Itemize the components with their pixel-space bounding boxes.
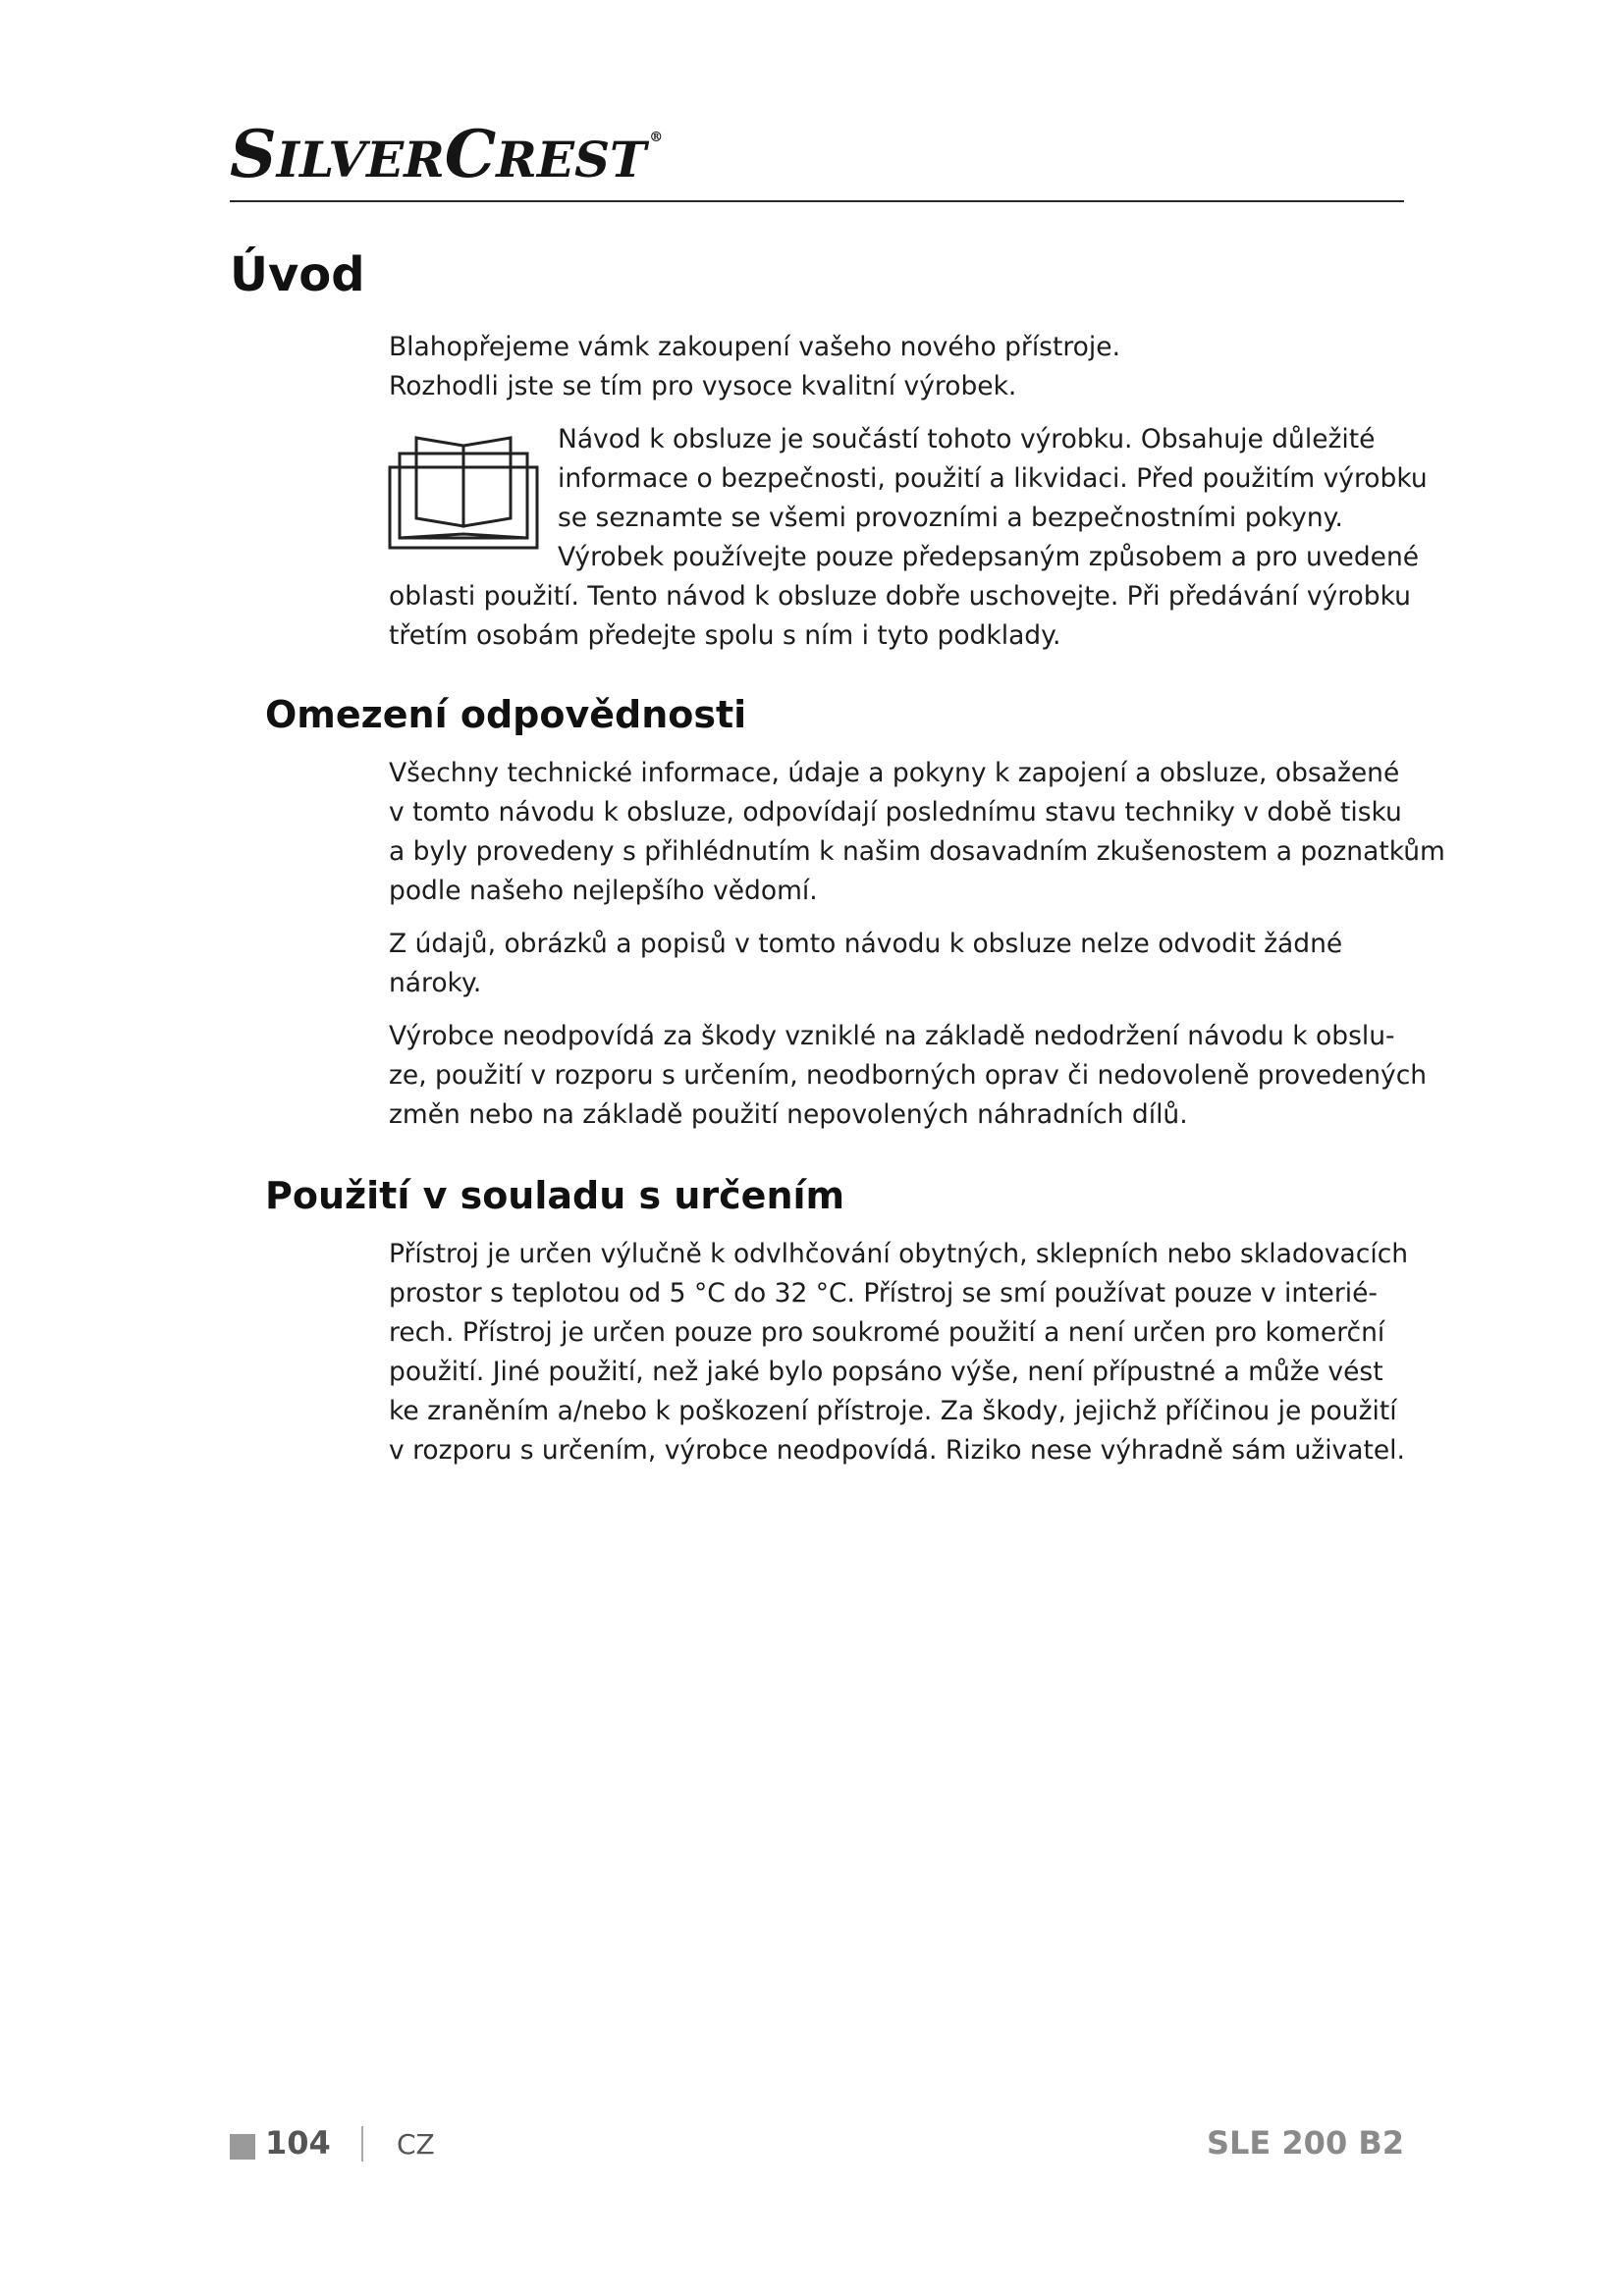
- text-line: Z údajů, obrázků a popisů v tomto návodu k obsluze nelze odvodit žádné: [389, 929, 1343, 959]
- intro-paragraph-3: [389, 577, 1410, 656]
- text-line: použití. Jiné použití, než jaké bylo popsáno výše, není přípustné a může vést: [389, 1357, 1383, 1387]
- text-line: v rozporu s určením, výrobce neodpovídá. Riziko nese výhradně sám uživatel.: [389, 1435, 1405, 1466]
- text-line: informace o bezpečnosti, použití a likvidaci. Před použitím výrobku: [558, 463, 1428, 494]
- text-line: Výrobek používejte pouze předepsaným způsobem a pro uvedené: [558, 542, 1420, 572]
- brand-ilver: ILVER: [276, 131, 445, 188]
- text-line: oblasti použití. Tento návod k obsluze dobře uschovejte. Při předávání výrobku: [389, 581, 1411, 612]
- text-line: ze, použití v rozporu s určením, neodborných oprav či nedovoleně provedených: [389, 1060, 1428, 1091]
- brand-logo: [230, 116, 663, 190]
- section-heading-intended-use: Použití v souladu s určením: [265, 1174, 845, 1217]
- brand-letter-s: S: [230, 116, 277, 192]
- text-line: se seznamte se všemi provozními a bezpečnostními pokyny.: [558, 503, 1343, 533]
- text-line: Všechny technické informace, údaje a pokyny k zapojení a obsluze, obsažené: [389, 758, 1400, 788]
- intended-use-paragraph: [389, 1235, 1410, 1470]
- footer-separator: [361, 2126, 363, 2162]
- text-line: ke zraněním a/nebo k poškození přístroje. Za škody, jejichž příčinou je použití: [389, 1396, 1397, 1426]
- language-code: CZ: [397, 2128, 435, 2161]
- text-line: Přístroj je určen výlučně k odvlhčování obytných, sklepních nebo skladovacích: [389, 1239, 1409, 1269]
- page-title: Úvod: [230, 247, 365, 302]
- text-line: v tomto návodu k obsluze, odpovídají poslednímu stavu techniky v době tisku: [389, 797, 1402, 828]
- brand-letter-c: C: [444, 116, 497, 192]
- manual-book-icon: [387, 424, 540, 552]
- intro-paragraph-2: [558, 420, 1428, 577]
- text-line: Návod k obsluze je součástí tohoto výrobku. Obsahuje důležité: [558, 424, 1376, 454]
- text-line: a byly provedeny s přihlédnutím k našim dosavadním zkušenostem a poznatkům: [389, 836, 1445, 867]
- text-line: nároky.: [389, 968, 482, 998]
- model-number: SLE 200 B2: [1206, 2124, 1404, 2162]
- liability-paragraph-2: [389, 925, 1410, 1003]
- brand-rest: REST: [496, 131, 647, 188]
- liability-paragraph-3: [389, 1017, 1428, 1135]
- text-line: Výrobce neodpovídá za škody vzniklé na základě nedodržení návodu k obslu-: [389, 1021, 1395, 1051]
- page-number: 104: [265, 2124, 331, 2162]
- text-line: Rozhodli jste se tím pro vysoce kvalitní výrobek.: [389, 371, 1017, 401]
- text-line: Blahopřejeme vámk zakoupení vašeho nového přístroje.: [389, 332, 1120, 362]
- text-line: podle našeho nejlepšího vědomí.: [389, 876, 818, 906]
- liability-paragraph-1: [389, 754, 1445, 911]
- text-line: prostor s teplotou od 5 °C do 32 °C. Přístroj se smí používat pouze v interié-: [389, 1278, 1378, 1308]
- intro-paragraph-1: [389, 328, 1410, 406]
- text-line: třetím osobám předejte spolu s ním i tyto podklady.: [389, 620, 1061, 651]
- registered-mark: ®: [649, 130, 664, 145]
- section-heading-liability: Omezení odpovědnosti: [265, 693, 747, 736]
- text-line: rech. Přístroj je určen pouze pro soukromé použití a není určen pro komerční: [389, 1317, 1385, 1348]
- text-line: změn nebo na základě použití nepovolených náhradních dílů.: [389, 1099, 1188, 1130]
- footer-marker: [230, 2134, 255, 2160]
- header-divider: [230, 200, 1404, 202]
